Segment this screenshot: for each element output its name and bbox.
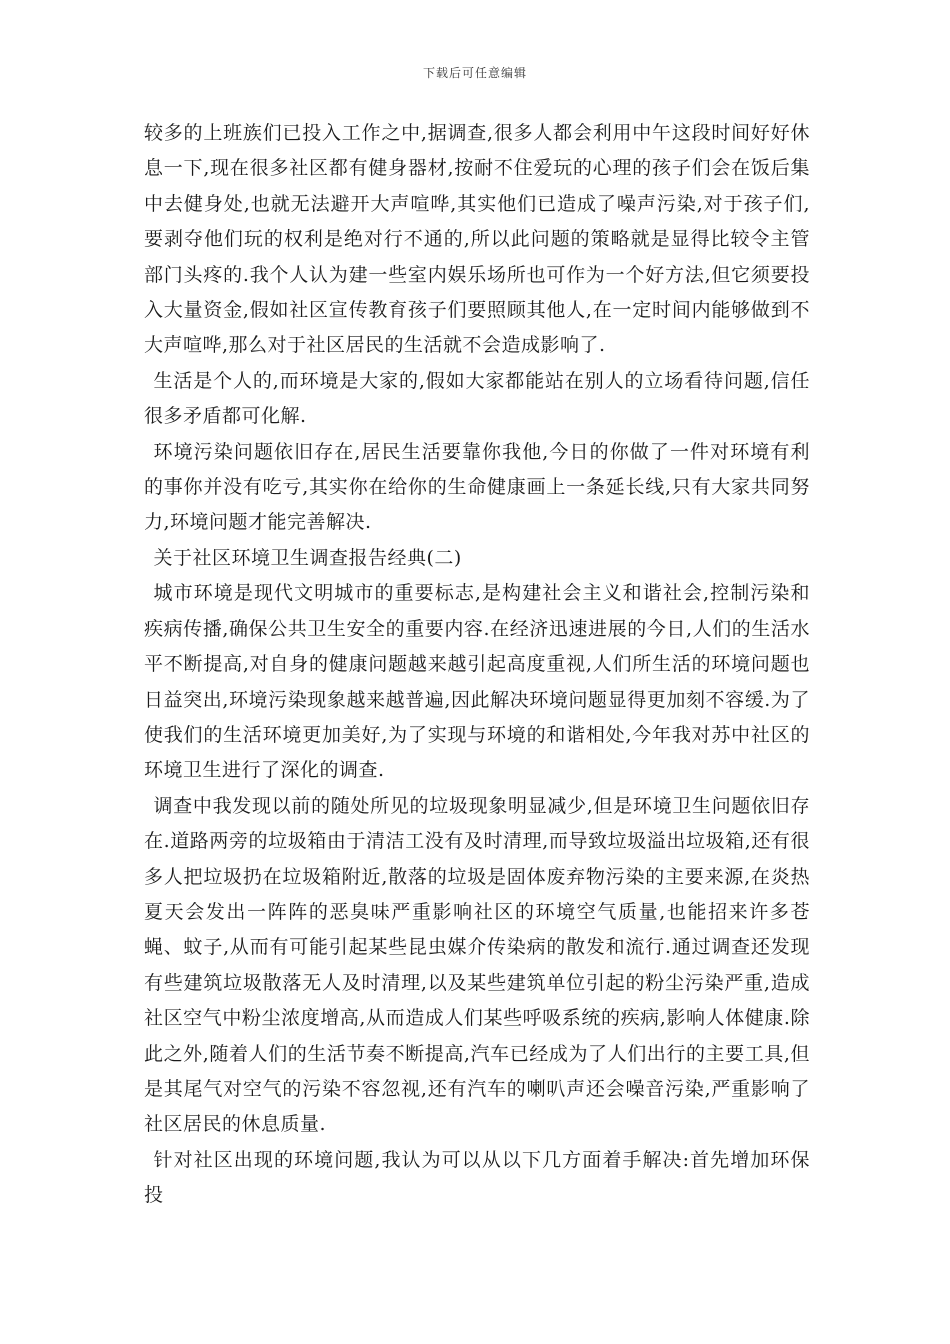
paragraph-1: 较多的上班族们已投入工作之中,据调查,很多人都会利用中午这段时间好好休息一下,现在很多社区都有健身器材,按耐不住爱玩的心理的孩子们会在饭后集中去健身处,也就无法避开大声喧哗,其实他们已造成了噪声污染,对于孩子们,要剥夺他们玩的权利是绝对行不通的,所以此问题的策略就是显得比较令主管部门头疼的.我个人认为建一些室内娱乐场所也可作为一个好方法,但它须要投入大量资金,假如社区宣传教育孩子们要照顾其他人,在一定时间内能够做到不大声喧哗,那么对于社区居民的生活就不会造成影响了. <box>144 122 810 357</box>
page-header-note: 下载后可任意编辑 <box>422 66 527 80</box>
paragraph-2: 生活是个人的,而环境是大家的,假如大家都能站在别人的立场看待问题,信任很多矛盾都可化解. <box>144 369 810 428</box>
document-body <box>144 116 810 1214</box>
paragraph-5: 调查中我发现以前的随处所见的垃圾现象明显减少,但是环境卫生问题依旧存在.道路两旁的垃圾箱由于清洁工没有及时清理,而导致垃圾溢出垃圾箱,还有很多人把垃圾扔在垃圾箱附近,散落的垃圾是固体废弃物污染的主要来源,在炎热夏天会发出一阵阵的恶臭味严重影响社区的环境空气质量,也能招来许多苍蝇、蚊子,从而有可能引起某些昆虫媒介传染病的散发和流行.通过调查还发现有些建筑垃圾散落无人及时清理,以及某些建筑单位引起的粉尘污染严重,造成社区空气中粉尘浓度增高,从而造成人们某些呼吸系统的疾病,影响人体健康.除此之外,随着人们的生活节奏不断提高,汽车已经成为了人们出行的主要工具,但是其尾气对空气的污染不容忽视,还有汽车的喇叭声还会噪音污染,严重影响了社区居民的休息质量. <box>144 794 810 1136</box>
paragraph-3: 环境污染问题依旧存在,居民生活要靠你我他,今日的你做了一件对环境有利的事你并没有吃亏,其实你在给你的生命健康画上一条延长线,只有大家共同努力,环境问题才能完善解决. <box>144 440 810 534</box>
section-heading: 关于社区环境卫生调查报告经典(二) <box>153 546 462 569</box>
paragraph-6: 针对社区出现的环境问题,我认为可以从以下几方面着手解决:首先增加环保投 <box>144 1148 810 1207</box>
paragraph-4: 城市环境是现代文明城市的重要标志,是构建社会主义和谐社会,控制污染和疾病传播,确保公共卫生安全的重要内容.在经济迅速进展的今日,人们的生活水平不断提高,对自身的健康问题越来越引起高度重视,人们所生活的环境问题也日益突出,环境污染现象越来越普遍,因此解决环境问题显得更加刻不容缓.为了使我们的生活环境更加美好,为了实现与环境的和谐相处,今年我对苏中社区的环境卫生进行了深化的调查. <box>144 582 810 782</box>
